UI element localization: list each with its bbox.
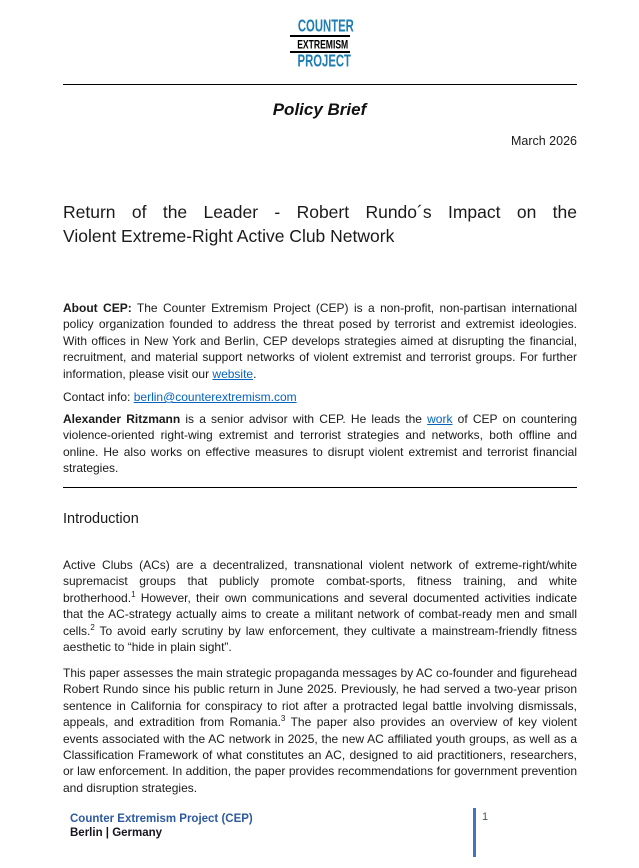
footer-org-name: Counter Extremism Project (CEP) <box>70 813 253 825</box>
footnote-ref-1: 1 <box>131 589 136 599</box>
introduction-heading: Introduction <box>63 511 139 527</box>
about-paragraph <box>63 300 577 382</box>
page-title-line-1: Return of the Leader - Robert Rundo´s Impact on the <box>63 202 577 222</box>
about-bold-label: About CEP: <box>63 301 132 315</box>
page-number: 1 <box>482 811 489 823</box>
contact-email-link[interactable]: berlin@counterextremism.com <box>133 390 297 404</box>
footer-location: Berlin | Germany <box>70 827 163 839</box>
date-label: March 2026 <box>510 134 577 148</box>
header-divider <box>63 84 577 85</box>
logo-extremism-text: EXTREMISM <box>296 38 348 52</box>
logo-extremism-box <box>290 35 350 53</box>
intro-p1-text-2: However, their own communications and several documented activities indicate that the AC-strategy actually aims to create a militant network of combat-ready men and small cells. <box>63 590 577 638</box>
about-text-1: The Counter Extremism Project (CEP) is a non-profit, non-partisan international policy organization founded to address the threat posed by terrorist and extremist ideologies. With offices in New York and Berlin, CEP develops strategies aimed at disrupting the financial, recruitment, and material support networks of violent extremist and terrorist groups. For further information, please visit our <box>63 301 578 381</box>
logo-project-row <box>290 52 351 72</box>
doc-type-label: Policy Brief <box>272 100 367 119</box>
logo-project-text: PROJECT <box>297 52 351 72</box>
intro-p1-text-1: Active Clubs (ACs) are a decentralized, transnational violent network of extreme-right/white supremacist groups that publicly promote combat-sports, fitness training, and white brotherhood. <box>63 558 577 605</box>
intro-p2-text-2: The paper also provides an overview of key violent events associated with the AC network in 2025, the new AC affiliated youth groups, as well as a Classification Framework of what constitutes an AC, designed to aid practitioners, researchers, or law enforcement. In addition, the paper provides recommendations for government prevention and disruption strategies. <box>63 715 577 795</box>
footnote-ref-2: 2 <box>90 622 95 632</box>
page-title <box>63 200 577 248</box>
section-divider <box>63 487 577 488</box>
logo-counter-text: COUNTER <box>297 17 354 37</box>
contact-label: Contact info: <box>63 390 134 404</box>
work-link[interactable]: work <box>427 412 453 426</box>
intro-paragraph-1 <box>63 557 577 655</box>
contact-line <box>63 389 577 405</box>
footer <box>70 812 253 840</box>
intro-paragraph-2 <box>63 665 577 796</box>
footnote-ref-3: 3 <box>280 714 286 724</box>
author-name: Alexander Ritzmann <box>63 412 181 426</box>
author-text-2: of CEP on countering violence-oriented right-wing extremist and terrorist strategies and networks, both offline and online. He also works on effective measures to disrupt violent extremist and terrorist financial strategies. <box>63 412 578 476</box>
logo-counter-row <box>290 17 354 37</box>
website-link[interactable]: website <box>212 366 254 381</box>
intro-p2-text-1: This paper assesses the main strategic propaganda messages by AC co-founder and figurehead Robert Rundo since his public return in June 2025. Previously, he had served a two-year prison sentence in California for conspiracy to riot after a protracted legal battle involving dismissals, appeals, and extradition from Romania. <box>63 666 577 730</box>
about-text-2: . <box>253 366 257 381</box>
cep-logo <box>290 17 354 72</box>
author-text-1: is a senior advisor with CEP. He leads the <box>180 412 428 426</box>
author-paragraph <box>63 411 577 477</box>
intro-p1-text-3: To avoid early scrutiny by law enforcement, they cultivate a mainstream-friendly fitness aesthetic to “hide in plain sight”. <box>63 623 577 655</box>
page-title-line-2: Violent Extreme-Right Active Club Network <box>63 226 395 246</box>
footer-accent-bar <box>473 808 476 857</box>
